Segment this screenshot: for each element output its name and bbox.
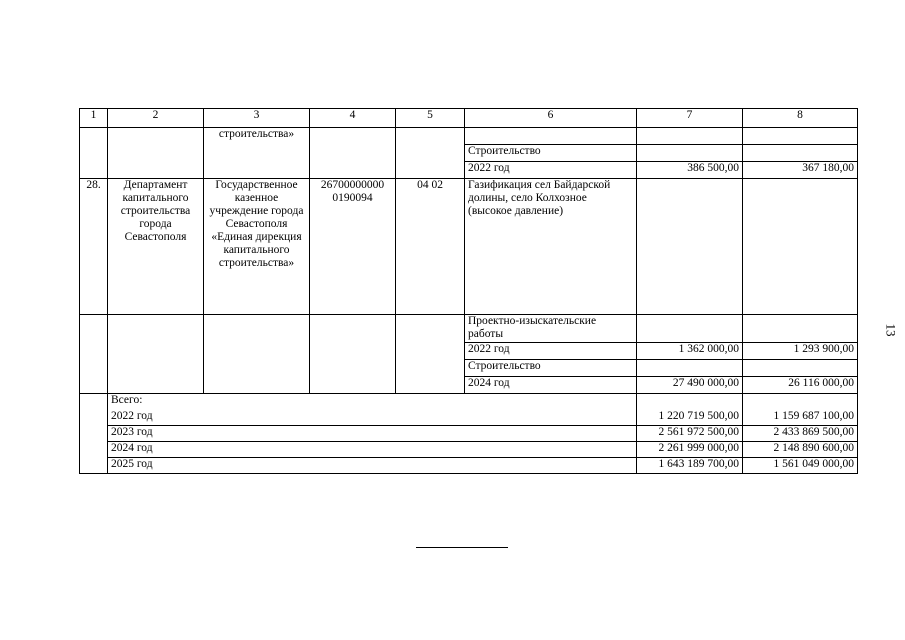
header-cell: 3 <box>204 109 310 128</box>
table-header-row <box>80 109 858 128</box>
amount-cell: 386 500,00 <box>637 162 743 179</box>
table-row <box>80 343 858 360</box>
section-cell: 04 02 <box>396 179 465 315</box>
amount-cell: 26 116 000,00 <box>743 377 858 394</box>
totals-row <box>80 410 858 426</box>
totals-year: 2022 год <box>108 410 637 426</box>
year-cell: 2024 год <box>465 377 637 394</box>
table-row <box>80 360 858 377</box>
totals-row <box>80 442 858 458</box>
totals-amount: 1 643 189 700,00 <box>637 458 743 474</box>
table-row-28 <box>80 179 858 315</box>
totals-amount: 1 159 687 100,00 <box>743 410 858 426</box>
totals-amount: 1 220 719 500,00 <box>637 410 743 426</box>
amount-cell: 1 362 000,00 <box>637 343 743 360</box>
header-cell: 8 <box>743 109 858 128</box>
department-cell: Департамент капитального строительства города Севастополя <box>108 179 204 315</box>
header-cell: 6 <box>465 109 637 128</box>
work-type-cell: Строительство <box>465 360 637 377</box>
budget-table <box>79 108 858 474</box>
code-cell <box>310 179 396 315</box>
header-cell: 2 <box>108 109 204 128</box>
totals-year: 2023 год <box>108 426 637 442</box>
totals-amount: 2 261 999 000,00 <box>637 442 743 458</box>
amount-cell: 1 293 900,00 <box>743 343 858 360</box>
year-cell: 2022 год <box>465 162 637 179</box>
table-row <box>80 315 858 343</box>
work-type-cell: Строительство <box>465 145 637 162</box>
end-separator-line <box>416 547 508 548</box>
year-cell: 2022 год <box>465 343 637 360</box>
page-number: 13 <box>883 323 899 337</box>
work-type-cell: Проектно-изыскательские работы <box>465 315 637 343</box>
code-line-1: 26700000000 <box>320 179 385 191</box>
table-row <box>80 128 858 145</box>
amount-cell: 367 180,00 <box>743 162 858 179</box>
totals-amount: 2 561 972 500,00 <box>637 426 743 442</box>
recipient-cell-tail: строительства» <box>204 128 310 145</box>
totals-label: Всего: <box>108 394 637 410</box>
table-row <box>80 145 858 162</box>
totals-year: 2024 год <box>108 442 637 458</box>
amount-cell: 27 490 000,00 <box>637 377 743 394</box>
table-row <box>80 377 858 394</box>
header-cell: 4 <box>310 109 396 128</box>
totals-row <box>80 426 858 442</box>
header-cell: 5 <box>396 109 465 128</box>
totals-amount: 2 433 869 500,00 <box>743 426 858 442</box>
recipient-cell: Государственное казенное учреждение города Севастополя «Единая дирекция капитального строительства» <box>204 179 310 315</box>
header-cell: 7 <box>637 109 743 128</box>
totals-label-row <box>80 394 858 410</box>
totals-year: 2025 год <box>108 458 637 474</box>
totals-amount: 1 561 049 000,00 <box>743 458 858 474</box>
code-line-2: 0190094 <box>332 192 373 204</box>
header-cell: 1 <box>80 109 108 128</box>
totals-row <box>80 458 858 474</box>
row-number: 28. <box>80 179 108 315</box>
totals-amount: 2 148 890 600,00 <box>743 442 858 458</box>
object-cell: Газификация сел Байдарской долины, село Колхозное (высокое давление) <box>465 179 637 315</box>
table-row <box>80 162 858 179</box>
